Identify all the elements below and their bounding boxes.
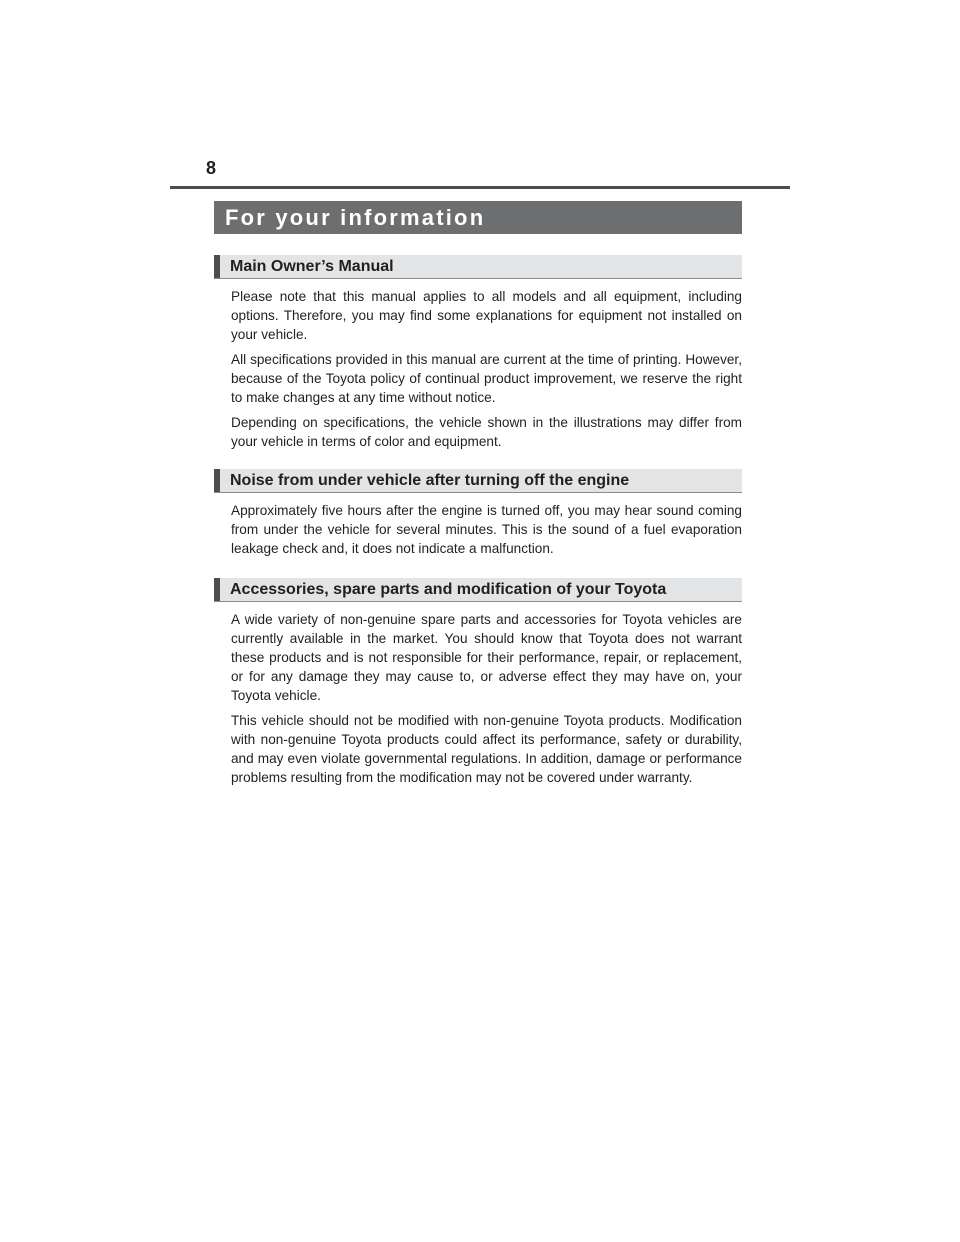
paragraph: This vehicle should not be modified with non-genuine Toyota products. Modification with non-genuine Toyota products could affect its performance, safety or durability, and may even violate governmental regulations. In addition, damage or performance problems resulting from the modification may not be covered under warranty. <box>231 713 742 785</box>
paragraph: All specifications provided in this manual are current at the time of printing. However, because of the Toyota policy of continual product improvement, we reserve the right to make changes at any time without notice. <box>231 352 742 405</box>
section-accessories-spare-parts <box>214 578 742 787</box>
section-main-owners-manual <box>214 255 742 451</box>
section-title: Noise from under vehicle after turning off the engine <box>230 471 630 489</box>
section-header <box>214 578 742 602</box>
section-noise-after-engine-off <box>214 469 742 558</box>
section-marker-bar <box>214 255 220 278</box>
chapter-title: For your information <box>225 204 486 230</box>
section-marker-bar <box>214 578 220 601</box>
page-content <box>214 255 742 793</box>
paragraph: A wide variety of non-genuine spare parts and accessories for Toyota vehicles are currently available in the market. You should know that Toyota does not warrant these products and is not responsible for their performance, repair, or replacement, or for any damage they may cause to, or adverse effect they may have on, your Toyota vehicle. <box>231 612 742 703</box>
paragraph: Approximately five hours after the engine is turned off, you may hear sound coming from under the vehicle for several minutes. This is the sound of a fuel evaporation leakage check and, it does not indicate a malfunction. <box>231 503 742 556</box>
page-number: 8 <box>206 158 217 178</box>
section-header <box>214 255 742 279</box>
top-rule <box>170 186 790 189</box>
chapter-banner <box>214 201 742 234</box>
section-body <box>214 501 742 558</box>
paragraph: Depending on specifications, the vehicle shown in the illustrations may differ from your vehicle in terms of color and equipment. <box>231 415 742 449</box>
section-title: Accessories, spare parts and modification of your Toyota <box>230 580 667 598</box>
section-body <box>214 610 742 787</box>
section-title: Main Owner’s Manual <box>230 257 394 275</box>
section-header <box>214 469 742 493</box>
section-body <box>214 287 742 451</box>
paragraph: Please note that this manual applies to all models and all equipment, including options. Therefore, you may find some explanations for equipment not installed on your vehicle. <box>231 289 742 342</box>
section-marker-bar <box>214 469 220 492</box>
